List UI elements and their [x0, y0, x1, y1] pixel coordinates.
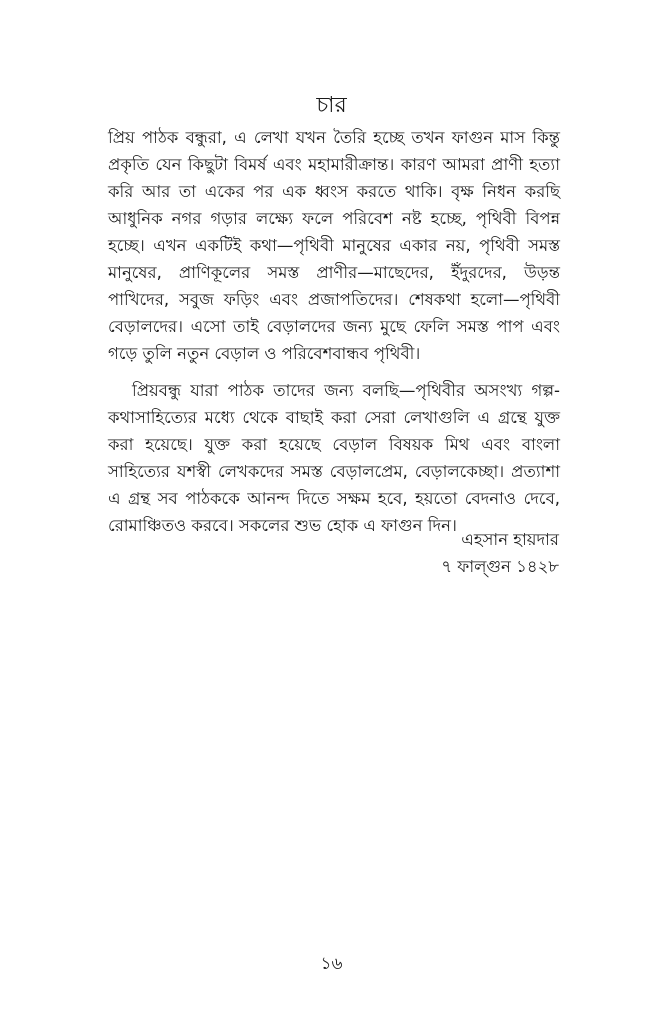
signature-date: ৭ ফাল্গুন ১৪২৮ [441, 557, 559, 576]
author-name: এহসান হায়দার [461, 530, 559, 549]
page-number: ১৬ [320, 954, 343, 974]
chapter-heading: চার [316, 93, 347, 118]
paragraph-1: প্রিয় পাঠক বন্ধুরা, এ লেখা যখন তৈরি হচ্ছে তখন ফাগুন মাস কিন্তু প্রকৃতি যেন কিছুটা বিমর্ষ এবং মহামারীক্রান্ত। কারণ আমরা প্রাণী হত্যা করি আর তা একের পর এক ধ্বংস করতে থাকি। বৃক্ষ নিধন করছি আধুনিক নগর গড়ার লক্ষ্যে ফলে পরিবেশ নষ্ট হচ্ছে, পৃথিবী বিপন্ন হচ্ছে। এখন একটিই কথা—পৃথিবী মানুষের একার নয়, পৃথিবী সমস্ত মানুষের, প্রাণিকূলের সমস্ত প্রাণীর—মাছেদের, ইঁদুরদের, উড়ন্ত পাখিদের, সবুজ ফড়িং এবং প্রজাপতিদের। শেষকথা হলো—পৃথিবী বেড়ালদের। এসো তাই বেড়ালদের জন্য মুছে ফেলি সমস্ত পাপ এবং গড়ে তুলি নতুন বেড়াল ও পরিবেশবান্ধব পৃথিবী। [108, 128, 560, 363]
paragraph-2: প্রিয়বন্ধু যারা পাঠক তাদের জন্য বলছি—পৃথিবীর অসংখ্য গল্প-কথাসাহিত্যের মধ্যে থেকে বাছাই করা সেরা লেখাগুলি এ গ্রন্থে যুক্ত করা হয়েছে। যুক্ত করা হয়েছে বেড়াল বিষয়ক মিথ এবং বাংলা সাহিত্যের যশস্বী লেখকদের সমস্ত বেড়ালপ্রেম, বেড়ালকেচ্ছা। প্রত্যাশা এ গ্রন্থ সব পাঠককে আনন্দ দিতে সক্ষম হবে, হয়তো বেদনাও দেবে, রোমাঞ্চিতও করবে। সকলের শুভ হোক এ ফাগুন দিন। [108, 381, 560, 535]
preface-body [108, 124, 560, 539]
signature-block [441, 526, 559, 580]
